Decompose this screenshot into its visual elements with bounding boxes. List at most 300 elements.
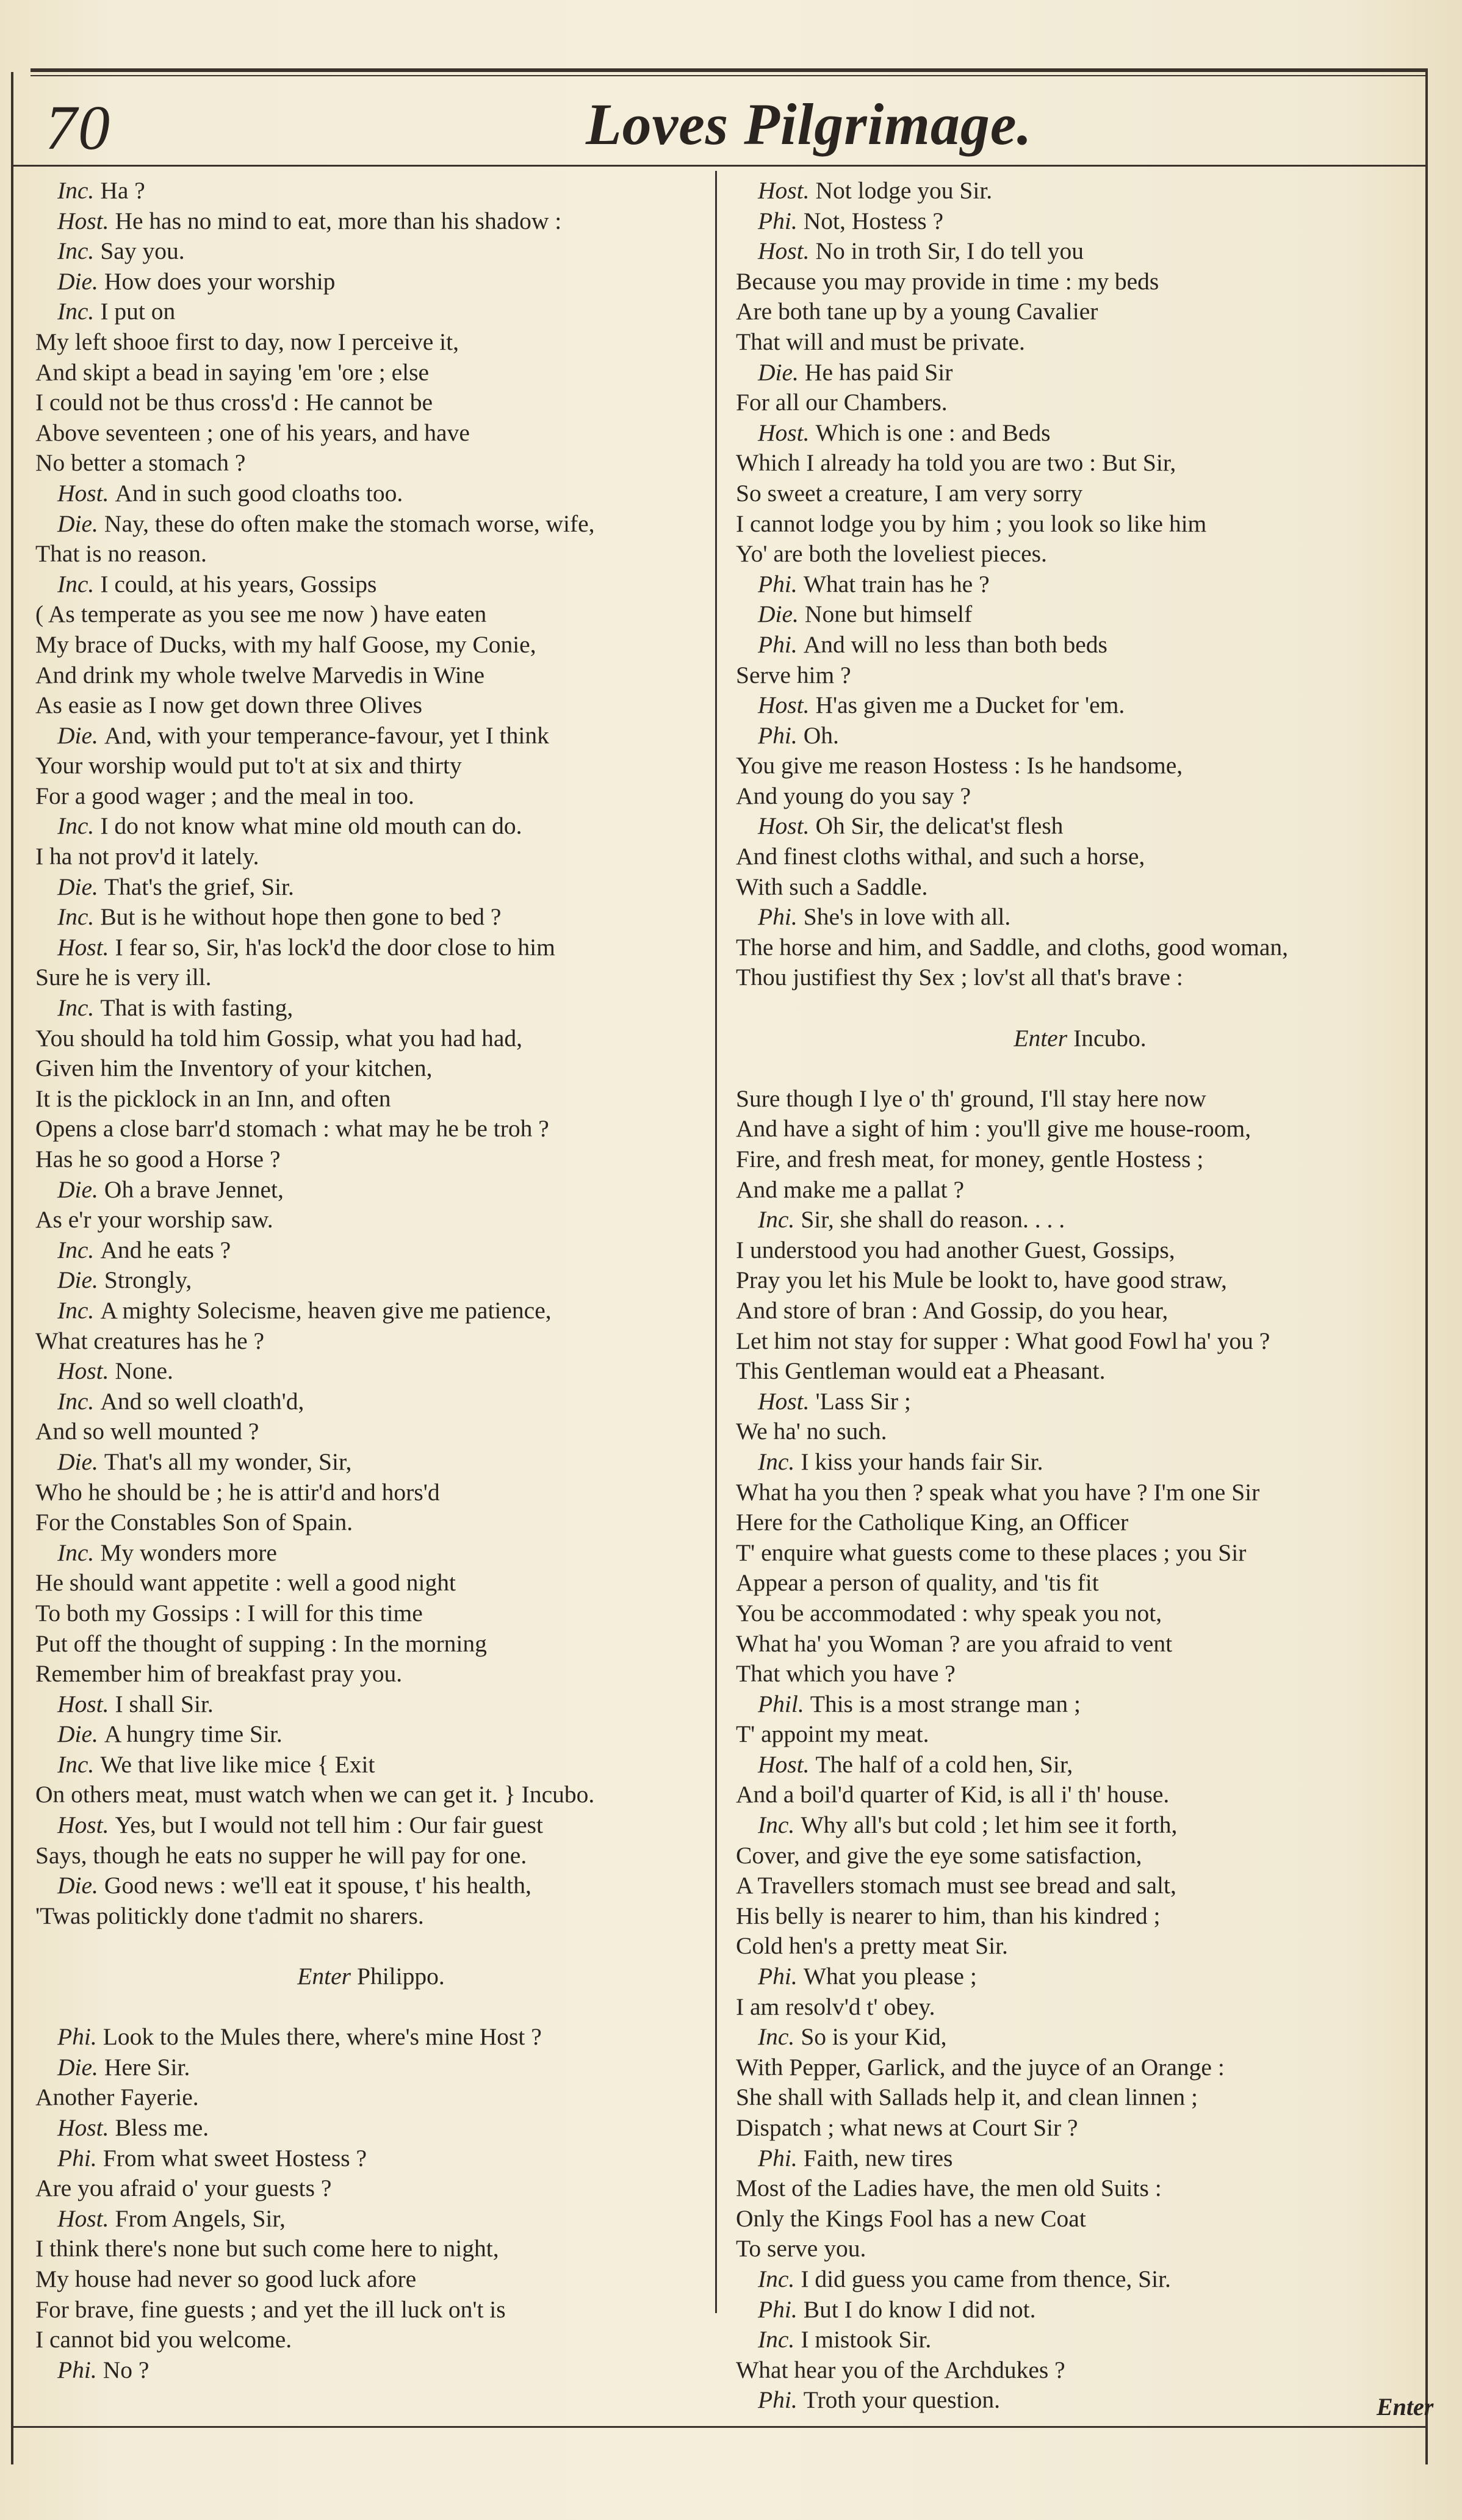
line-text: This Gentleman would eat a Pheasant. [736, 1357, 1106, 1385]
verse-line [736, 1659, 1424, 1689]
verse-line [35, 2022, 707, 2052]
verse-line [35, 690, 707, 721]
line-text: I did guess you came from thence, Sir. [801, 2265, 1171, 2292]
verse-line [35, 1084, 707, 1114]
line-text: Opens a close barr'd stomach : what may he be troh ? [35, 1115, 549, 1143]
verse-line [736, 1689, 1424, 1720]
speaker-tag: Inc. [758, 1206, 795, 1233]
verse-line [736, 539, 1424, 569]
speaker-tag: Die. [57, 1175, 98, 1203]
line-text: I could, at his years, Gossips [100, 570, 377, 598]
verse-line [35, 206, 707, 237]
verse-line [736, 418, 1424, 449]
verse-line [736, 1084, 1424, 1114]
speaker-tag: Phil. [758, 1690, 804, 1717]
speaker-tag: Die. [57, 873, 98, 900]
line-text: T' appoint my meat. [736, 1720, 929, 1748]
verse-line [736, 1841, 1424, 1871]
speaker-tag: Host. [758, 812, 810, 840]
line-text: On others meat, must watch when we can get it. } Incubo. [35, 1781, 595, 1808]
line-text: I could not be thus cross'd : He cannot be [35, 389, 433, 416]
speaker-tag: Host. [57, 1357, 109, 1385]
line-text: Let him not stay for supper : What good Fowl ha' you ? [736, 1327, 1270, 1354]
verse-line [35, 2295, 707, 2325]
speaker-tag: Phi. [758, 721, 798, 749]
left-text-column [35, 176, 707, 2385]
speaker-tag: Inc. [57, 903, 95, 931]
verse-line [35, 1568, 707, 1598]
verse-line [736, 1750, 1424, 1780]
speaker-tag: Inc. [758, 2265, 795, 2292]
verse-line [736, 2143, 1424, 2174]
speaker-tag: Inc. [758, 1811, 795, 1839]
speaker-tag: Phi. [758, 570, 798, 598]
verse-line [736, 1144, 1424, 1175]
page-number: 70 [45, 93, 111, 163]
speaker-tag: Phi. [57, 2144, 97, 2172]
line-text: Has he so good a Horse ? [35, 1146, 281, 1172]
verse-line [35, 2113, 707, 2143]
verse-line [35, 1387, 707, 1417]
line-text: Not lodge you Sir. [815, 177, 993, 204]
verse-line [736, 2385, 1424, 2416]
line-text: And make me a pallat ? [736, 1175, 964, 1203]
line-text: We ha' no such. [736, 1418, 887, 1445]
speaker-tag: Inc. [57, 177, 95, 204]
verse-line [35, 1417, 707, 1447]
verse-line [35, 599, 707, 630]
verse-line [736, 327, 1424, 358]
line-text: I ha not prov'd it lately. [35, 843, 259, 870]
line-text: And will no less than both beds [803, 630, 1107, 658]
line-text: And so well cloath'd, [100, 1387, 304, 1415]
verse-line [35, 1296, 707, 1326]
verse-line [736, 1387, 1424, 1417]
speaker-tag: Phi. [758, 2144, 798, 2172]
line-text: Says, though he eats no supper he will pay for one. [35, 1841, 527, 1869]
line-text: T' enquire what guests come to these places ; you Sir [736, 1539, 1247, 1566]
line-text: And have a sight of him : you'll give me house-room, [736, 1115, 1251, 1143]
verse-line [35, 630, 707, 660]
speaker-tag: Inc. [57, 812, 95, 840]
speaker-tag: Inc. [57, 1296, 95, 1324]
speaker-tag: Inc. [57, 1387, 95, 1415]
verse-line [35, 236, 707, 267]
line-text: Put off the thought of supping : In the morning [35, 1630, 487, 1657]
verse-line [736, 1114, 1424, 1144]
line-text: Strongly, [104, 1266, 192, 1294]
verse-line [736, 599, 1424, 630]
line-text: Yo' are both the loveliest pieces. [736, 540, 1047, 568]
line-text: Thou justifiest thy Sex ; lov'st all that's brave : [736, 964, 1183, 991]
line-text: He has paid Sir [804, 358, 953, 386]
verse-line [736, 1719, 1424, 1750]
line-text: So sweet a creature, I am very sorry [736, 479, 1083, 507]
speaker-tag: Host. [758, 1387, 810, 1415]
line-text: Appear a person of quality, and 'tis fit [736, 1569, 1099, 1597]
verse-line [35, 1538, 707, 1569]
verse-line [736, 1326, 1424, 1357]
verse-line [736, 297, 1424, 327]
line-text: Serve him ? [736, 661, 851, 688]
line-text: Here for the Catholique King, an Officer [736, 1509, 1129, 1536]
verse-line [35, 660, 707, 691]
line-text: Good news : we'll eat it spouse, t' his health, [104, 1872, 531, 1899]
line-text: You give me reason Hostess : Is he handsome, [736, 752, 1183, 779]
line-text: How does your worship [104, 267, 336, 295]
line-text: From Angels, Sir, [115, 2204, 286, 2232]
line-text: What ha' you Woman ? are you afraid to vent [736, 1630, 1173, 1657]
line-text: Sure he is very ill. [35, 964, 212, 991]
verse-line [736, 388, 1424, 418]
running-title: Loves Pilgrimage. [586, 92, 1032, 157]
line-text: With Pepper, Garlick, and the juyce of an Orange : [736, 2053, 1225, 2081]
line-text: Pray you let his Mule be lookt to, have good straw, [736, 1266, 1227, 1294]
right-text-column [736, 176, 1424, 2416]
verse-line [736, 2082, 1424, 2113]
verse-line [736, 842, 1424, 872]
verse-line [736, 2355, 1424, 2386]
line-text: And young do you say ? [736, 782, 971, 809]
line-text: 'Lass Sir ; [815, 1387, 911, 1415]
verse-line [35, 1235, 707, 1266]
line-text: Sure though I lye o' th' ground, I'll stay here now [736, 1085, 1206, 1112]
line-text: Which is one : and Beds [815, 419, 1051, 446]
stage-direction-keyword: Enter [297, 1963, 351, 1990]
speaker-tag: Host. [758, 1750, 810, 1778]
speaker-tag: Host. [758, 177, 810, 204]
line-text: That is no reason. [35, 540, 207, 568]
line-text: No ? [103, 2356, 149, 2383]
verse-line [35, 2355, 707, 2386]
line-text: None but himself [804, 601, 973, 628]
line-text: Remember him of breakfast pray you. [35, 1660, 403, 1688]
line-text: That is with fasting, [100, 994, 293, 1022]
speaker-tag: Phi. [758, 1963, 798, 1990]
verse-line [736, 509, 1424, 540]
line-text: Who he should be ; he is attir'd and hors'd [35, 1478, 440, 1506]
speaker-tag: Die. [758, 358, 799, 386]
verse-line [736, 2325, 1424, 2355]
verse-line [35, 933, 707, 963]
verse-line [736, 1296, 1424, 1326]
line-text: Because you may provide in time : my beds [736, 267, 1159, 295]
line-text: The horse and him, and Saddle, and cloths, good woman, [736, 933, 1289, 961]
line-text: Oh. [803, 721, 839, 749]
verse-line [736, 236, 1424, 267]
line-text: I understood you had another Guest, Gossips, [736, 1236, 1175, 1263]
bottom-rule [13, 2426, 1425, 2428]
line-text: For the Constables Son of Spain. [35, 1509, 353, 1536]
line-text: I mistook Sir. [801, 2326, 932, 2353]
line-text: Cover, and give the eye some satisfaction, [736, 1841, 1142, 1869]
speaker-tag: Inc. [57, 994, 95, 1022]
speaker-tag: Host. [57, 933, 109, 961]
verse-line [35, 297, 707, 327]
speaker-tag: Host. [57, 1690, 109, 1717]
verse-line [35, 1629, 707, 1659]
verse-line [35, 327, 707, 358]
speaker-tag: Die. [57, 721, 98, 749]
verse-line [35, 1114, 707, 1144]
line-text: But I do know I did not. [803, 2295, 1036, 2323]
speaker-tag: Inc. [57, 1750, 95, 1778]
line-text: To serve you. [736, 2235, 866, 2262]
verse-line [736, 1871, 1424, 1901]
line-text: What creatures has he ? [35, 1327, 265, 1354]
catchword: Enter [1377, 2393, 1434, 2421]
speaker-tag: Die. [758, 601, 799, 628]
line-text: With such a Saddle. [736, 873, 928, 900]
line-text: My wonders more [100, 1539, 277, 1566]
line-text: And store of bran : And Gossip, do you hear, [736, 1296, 1169, 1324]
line-text: You should ha told him Gossip, what you had had, [35, 1024, 523, 1052]
line-text: None. [115, 1357, 173, 1385]
stage-direction-keyword: Enter [1014, 1024, 1068, 1052]
line-text: And in such good cloaths too. [115, 479, 403, 507]
line-text: Sir, she shall do reason. . . . [801, 1206, 1065, 1233]
line-text: I cannot lodge you by him ; you look so like him [736, 510, 1207, 537]
verse-line [35, 1024, 707, 1054]
verse-line [736, 872, 1424, 903]
verse-line [35, 1205, 707, 1235]
verse-line [35, 388, 707, 418]
line-text: And, with your temperance-favour, yet I think [104, 721, 549, 749]
line-text: Which I already ha told you are two : But Sir, [736, 449, 1176, 477]
verse-line [35, 1175, 707, 1205]
verse-line [35, 1780, 707, 1810]
line-text: And skipt a bead in saying 'em 'ore ; else [35, 358, 429, 386]
line-text: What ha you then ? speak what you have ? I'm one Sir [736, 1478, 1260, 1506]
speaker-tag: Host. [57, 207, 109, 234]
verse-line [35, 1265, 707, 1296]
verse-line [736, 933, 1424, 963]
speaker-tag: Die. [57, 2053, 98, 2081]
verse-line [736, 2264, 1424, 2295]
line-text: And a boil'd quarter of Kid, is all i' th' house. [736, 1781, 1170, 1808]
verse-line [35, 1053, 707, 1084]
verse-line [35, 267, 707, 297]
verse-line [35, 962, 707, 993]
verse-line [736, 267, 1424, 297]
verse-line [736, 2173, 1424, 2204]
verse-line [736, 1265, 1424, 1296]
verse-line [736, 1931, 1424, 1962]
speaker-tag: Inc. [758, 2023, 795, 2051]
line-text: For a good wager ; and the meal in too. [35, 782, 414, 809]
verse-line [35, 2234, 707, 2264]
verse-line [736, 358, 1424, 388]
line-text: Only the Kings Fool has a new Coat [736, 2204, 1086, 2232]
line-text: ( As temperate as you see me now ) have eaten [35, 601, 487, 628]
verse-line [736, 1538, 1424, 1569]
line-text: She's in love with all. [803, 903, 1011, 931]
verse-line [736, 2113, 1424, 2143]
verse-line [736, 902, 1424, 933]
line-text: We that live like mice { Exit [100, 1750, 375, 1778]
speaker-tag: Inc. [57, 1539, 95, 1566]
stage-direction [35, 1962, 707, 1992]
speaker-tag: Phi. [758, 630, 798, 658]
line-text: What hear you of the Archdukes ? [736, 2356, 1065, 2383]
line-text: Faith, new tires [803, 2144, 953, 2172]
verse-line [35, 2173, 707, 2204]
verse-line [736, 2052, 1424, 2083]
line-text: I kiss your hands fair Sir. [801, 1448, 1043, 1475]
verse-line [35, 418, 707, 449]
verse-line [736, 1780, 1424, 1810]
line-text: Here Sir. [104, 2053, 190, 2081]
speaker-tag: Die. [57, 1266, 98, 1294]
line-text: That's all my wonder, Sir, [104, 1448, 352, 1475]
line-text: This is a most strange man ; [810, 1690, 1081, 1717]
line-text: What you please ; [803, 1963, 977, 1990]
verse-line [736, 2204, 1424, 2234]
verse-line [35, 1871, 707, 1901]
verse-line [35, 569, 707, 600]
line-text: H'as given me a Ducket for 'em. [815, 691, 1125, 719]
speaker-tag: Inc. [758, 1448, 795, 1475]
line-text: That which you have ? [736, 1660, 956, 1688]
verse-line [736, 630, 1424, 660]
speaker-tag: Die. [57, 267, 98, 295]
verse-line [35, 1326, 707, 1357]
verse-line [736, 811, 1424, 842]
line-text: Why all's but cold ; let him see it forth, [801, 1811, 1178, 1839]
verse-line [736, 1507, 1424, 1538]
verse-line [736, 448, 1424, 478]
line-text: Bless me. [115, 2114, 209, 2141]
line-text: My left shooe first to day, now I perceive it, [35, 328, 459, 355]
line-text: Above seventeen ; one of his years, and have [35, 419, 470, 446]
line-text: I fear so, Sir, h'as lock'd the door close to him [115, 933, 555, 961]
verse-line [736, 751, 1424, 781]
verse-line [35, 1841, 707, 1871]
line-text: I put on [100, 298, 176, 325]
verse-line [35, 2204, 707, 2234]
verse-line [35, 176, 707, 206]
verse-line [736, 1205, 1424, 1235]
header-rule [13, 165, 1425, 167]
line-text: That will and must be private. [736, 328, 1025, 355]
verse-line [35, 1144, 707, 1175]
line-text: I shall Sir. [115, 1690, 214, 1717]
line-text: As easie as I now get down three Olives [35, 691, 423, 719]
speaker-tag: Inc. [57, 237, 95, 265]
character-name: Incubo. [1073, 1024, 1147, 1052]
line-text: The half of a cold hen, Sir, [815, 1750, 1073, 1778]
line-text: Say you. [100, 237, 185, 265]
verse-line [736, 1962, 1424, 1992]
verse-line [736, 2022, 1424, 2052]
line-text: I cannot bid you welcome. [35, 2326, 292, 2353]
right-border-rule [1425, 72, 1428, 2464]
line-text: He has no mind to eat, more than his shadow : [115, 207, 562, 234]
speaker-tag: Inc. [758, 2326, 795, 2353]
line-text: Most of the Ladies have, the men old Suits : [736, 2175, 1162, 2202]
speaker-tag: Inc. [57, 1236, 95, 1263]
verse-line [736, 569, 1424, 600]
line-text: His belly is nearer to him, than his kindred ; [736, 1902, 1161, 1929]
verse-line [35, 1901, 707, 1932]
verse-line [35, 811, 707, 842]
line-text: A hungry time Sir. [104, 1720, 283, 1748]
character-name: Philippo. [356, 1963, 445, 1990]
verse-line [35, 842, 707, 872]
line-text: Given him the Inventory of your kitchen, [35, 1055, 433, 1082]
verse-line [35, 1447, 707, 1478]
line-text: My brace of Ducks, with my half Goose, my Conie, [35, 630, 536, 658]
speaker-tag: Host. [57, 1811, 109, 1839]
line-text: Troth your question. [803, 2386, 1000, 2414]
verse-line [736, 1447, 1424, 1478]
line-text: And he eats ? [100, 1236, 231, 1263]
verse-line [35, 1507, 707, 1538]
line-text: I think there's none but such come here to night, [35, 2235, 499, 2262]
verse-line [736, 176, 1424, 206]
line-text: Fire, and fresh meat, for money, gentle Hostess ; [736, 1146, 1204, 1172]
line-text: That's the grief, Sir. [104, 873, 294, 900]
line-text: What train has he ? [803, 570, 990, 598]
verse-line [736, 2295, 1424, 2325]
line-text: You be accommodated : why speak you not, [736, 1599, 1162, 1626]
line-text: Another Fayerie. [35, 2084, 199, 2111]
speaker-tag: Die. [57, 1448, 98, 1475]
line-text: And drink my whole twelve Marvedis in Wine [35, 661, 484, 688]
verse-line [736, 206, 1424, 237]
verse-line [35, 1356, 707, 1387]
speaker-tag: Inc. [57, 570, 95, 598]
speaker-tag: Phi. [57, 2356, 97, 2383]
verse-line [736, 1417, 1424, 1447]
line-text: Ha ? [100, 177, 145, 204]
line-text: Your worship would put to't at six and thirty [35, 752, 462, 779]
column-divider [715, 171, 717, 2313]
line-text: For all our Chambers. [736, 389, 948, 416]
line-text: My house had never so good luck afore [35, 2265, 417, 2292]
speaker-tag: Phi. [758, 207, 798, 234]
speaker-tag: Phi. [758, 2386, 798, 2414]
line-text: She shall with Sallads help it, and clean linnen ; [736, 2084, 1198, 2111]
speaker-tag: Phi. [758, 2295, 798, 2323]
verse-line [35, 993, 707, 1024]
verse-line [35, 1478, 707, 1508]
top-border-rule [31, 68, 1428, 72]
verse-line [35, 902, 707, 933]
line-text: From what sweet Hostess ? [103, 2144, 367, 2172]
verse-line [35, 751, 707, 781]
verse-line [736, 660, 1424, 691]
verse-line [736, 962, 1424, 993]
verse-line [35, 1719, 707, 1750]
verse-line [35, 539, 707, 569]
line-text: I am resolv'd t' obey. [736, 1993, 935, 2020]
line-text: So is your Kid, [801, 2023, 947, 2051]
verse-line [736, 690, 1424, 721]
verse-line [736, 781, 1424, 812]
line-text: He should want appetite : well a good night [35, 1569, 456, 1597]
blank-line [736, 1053, 1424, 1084]
verse-line [35, 509, 707, 540]
line-text: Look to the Mules there, where's mine Host ? [103, 2023, 542, 2051]
line-text: And so well mounted ? [35, 1418, 259, 1445]
line-text: Dispatch ; what news at Court Sir ? [736, 2114, 1078, 2141]
line-text: Nay, these do often make the stomach worse, wife, [104, 510, 595, 537]
line-text: To both my Gossips : I will for this time [35, 1599, 423, 1626]
speaker-tag: Host. [57, 2204, 109, 2232]
line-text: But is he without hope then gone to bed ? [100, 903, 502, 931]
verse-line [35, 358, 707, 388]
